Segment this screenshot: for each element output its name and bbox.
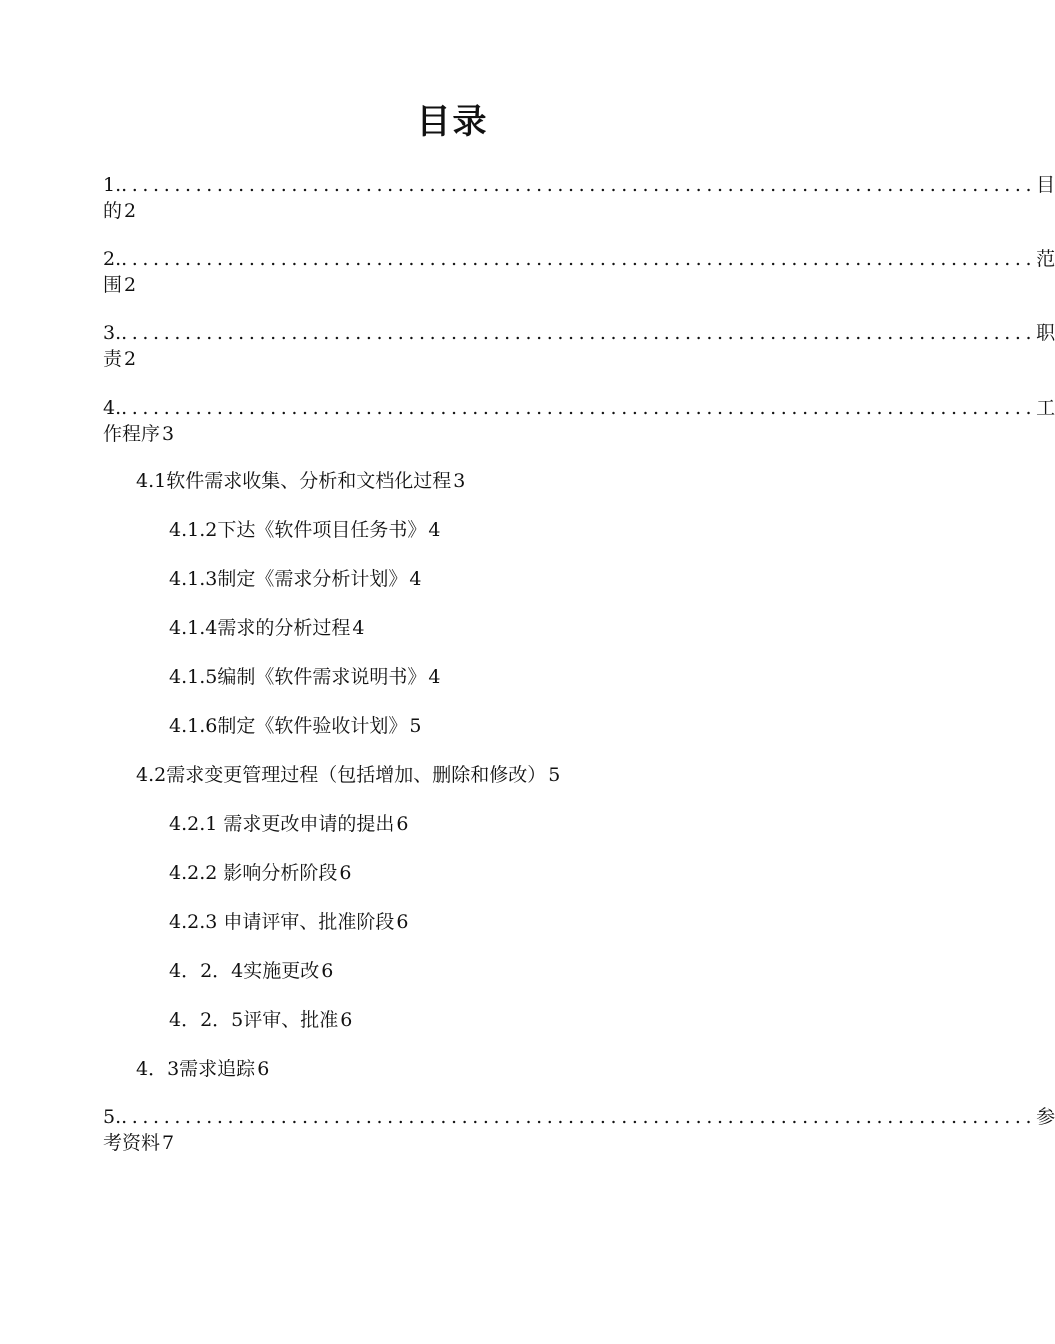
toc-item-4-2[interactable]	[136, 762, 560, 788]
toc-item-title: 4.1软件需求收集、分析和文档化过程	[136, 470, 452, 492]
toc-page-number: 6	[339, 862, 352, 884]
toc-item-title: 4.2.2 影响分析阶段	[169, 862, 338, 884]
toc-item-1[interactable]	[103, 172, 1055, 224]
toc-page-number: 2	[124, 274, 137, 296]
toc-item-5[interactable]	[103, 1104, 1055, 1156]
toc-item-title-start: 目	[1036, 174, 1055, 196]
toc-item-title-start: 参	[1036, 1106, 1055, 1128]
toc-item-4-3[interactable]	[136, 1056, 269, 1082]
toc-item-title-rest: 责	[103, 348, 123, 370]
toc-item-title: 4.1.6制定《软件验收计划》	[169, 715, 408, 737]
toc-item-4[interactable]	[103, 395, 1055, 447]
toc-page-number: 4	[409, 568, 422, 590]
toc-item-4-1-2[interactable]	[169, 517, 440, 543]
toc-page-number: 4	[428, 519, 441, 541]
toc-item-title: 4．2．5评审、批准	[169, 1009, 339, 1031]
toc-leader-dots: ......................................................................................	[121, 1106, 1037, 1128]
toc-item-title-rest: 考资料	[103, 1132, 161, 1154]
toc-item-number: 3.	[103, 322, 122, 344]
toc-leader-dots: ......................................................................................	[121, 397, 1037, 419]
toc-item-title-rest: 围	[103, 274, 123, 296]
toc-item-title-rest: 的	[103, 200, 123, 222]
toc-page-number: 5	[409, 715, 422, 737]
toc-item-title: 4.2需求变更管理过程（包括增加、删除和修改）	[136, 764, 547, 786]
toc-page-number: 4	[428, 666, 441, 688]
toc-page-number: 3	[453, 470, 466, 492]
toc-item-title: 4.1.3制定《需求分析计划》	[169, 568, 408, 590]
toc-page-number: 4	[352, 617, 365, 639]
toc-page-number: 6	[321, 960, 334, 982]
toc-item-title: 4.2.1 需求更改申请的提出	[169, 813, 395, 835]
toc-item-title: 4.1.4需求的分析过程	[169, 617, 351, 639]
toc-item-title-start: 职	[1036, 322, 1055, 344]
toc-item-4-2-3[interactable]	[169, 909, 408, 935]
toc-page-number: 5	[548, 764, 561, 786]
toc-page-number: 6	[257, 1058, 270, 1080]
toc-page-number: 3	[162, 423, 175, 445]
toc-item-3[interactable]	[103, 320, 1055, 372]
toc-item-number: 4.	[103, 397, 122, 419]
toc-item-title: 4.1.2下达《软件项目任务书》	[169, 519, 427, 541]
toc-item-title-start: 工	[1036, 397, 1055, 419]
toc-item-4-1-3[interactable]	[169, 566, 421, 592]
toc-item-2[interactable]	[103, 246, 1055, 298]
toc-item-4-2-5[interactable]	[169, 1007, 352, 1033]
toc-item-title: 4.2.3 申请评审、批准阶段	[169, 911, 395, 933]
toc-leader-dots: ......................................................................................	[121, 322, 1037, 344]
toc-item-4-1-4[interactable]	[169, 615, 364, 641]
toc-item-4-1-6[interactable]	[169, 713, 421, 739]
toc-item-4-2-2[interactable]	[169, 860, 351, 886]
toc-page-number: 2	[124, 200, 137, 222]
toc-item-4-2-4[interactable]	[169, 958, 333, 984]
page-title: 目录	[416, 102, 489, 142]
toc-item-title-rest: 作程序	[103, 423, 161, 445]
toc-item-number: 1.	[103, 174, 122, 196]
toc-item-number: 5.	[103, 1106, 122, 1128]
toc-item-title-start: 范	[1036, 248, 1055, 270]
toc-item-title: 4．3需求追踪	[136, 1058, 256, 1080]
toc-leader-dots: ......................................................................................	[121, 248, 1037, 270]
toc-item-4-1-5[interactable]	[169, 664, 440, 690]
toc-page-number: 6	[396, 911, 409, 933]
toc-page-number: 6	[396, 813, 409, 835]
toc-item-4-2-1[interactable]	[169, 811, 408, 837]
toc-page-number: 7	[162, 1132, 175, 1154]
toc-item-4-1[interactable]	[136, 468, 465, 494]
toc-page-number: 2	[124, 348, 137, 370]
toc-page-number: 6	[340, 1009, 353, 1031]
toc-item-title: 4.1.5编制《软件需求说明书》	[169, 666, 427, 688]
toc-leader-dots: ......................................................................................	[121, 174, 1037, 196]
toc-item-title: 4．2．4实施更改	[169, 960, 320, 982]
toc-item-number: 2.	[103, 248, 122, 270]
